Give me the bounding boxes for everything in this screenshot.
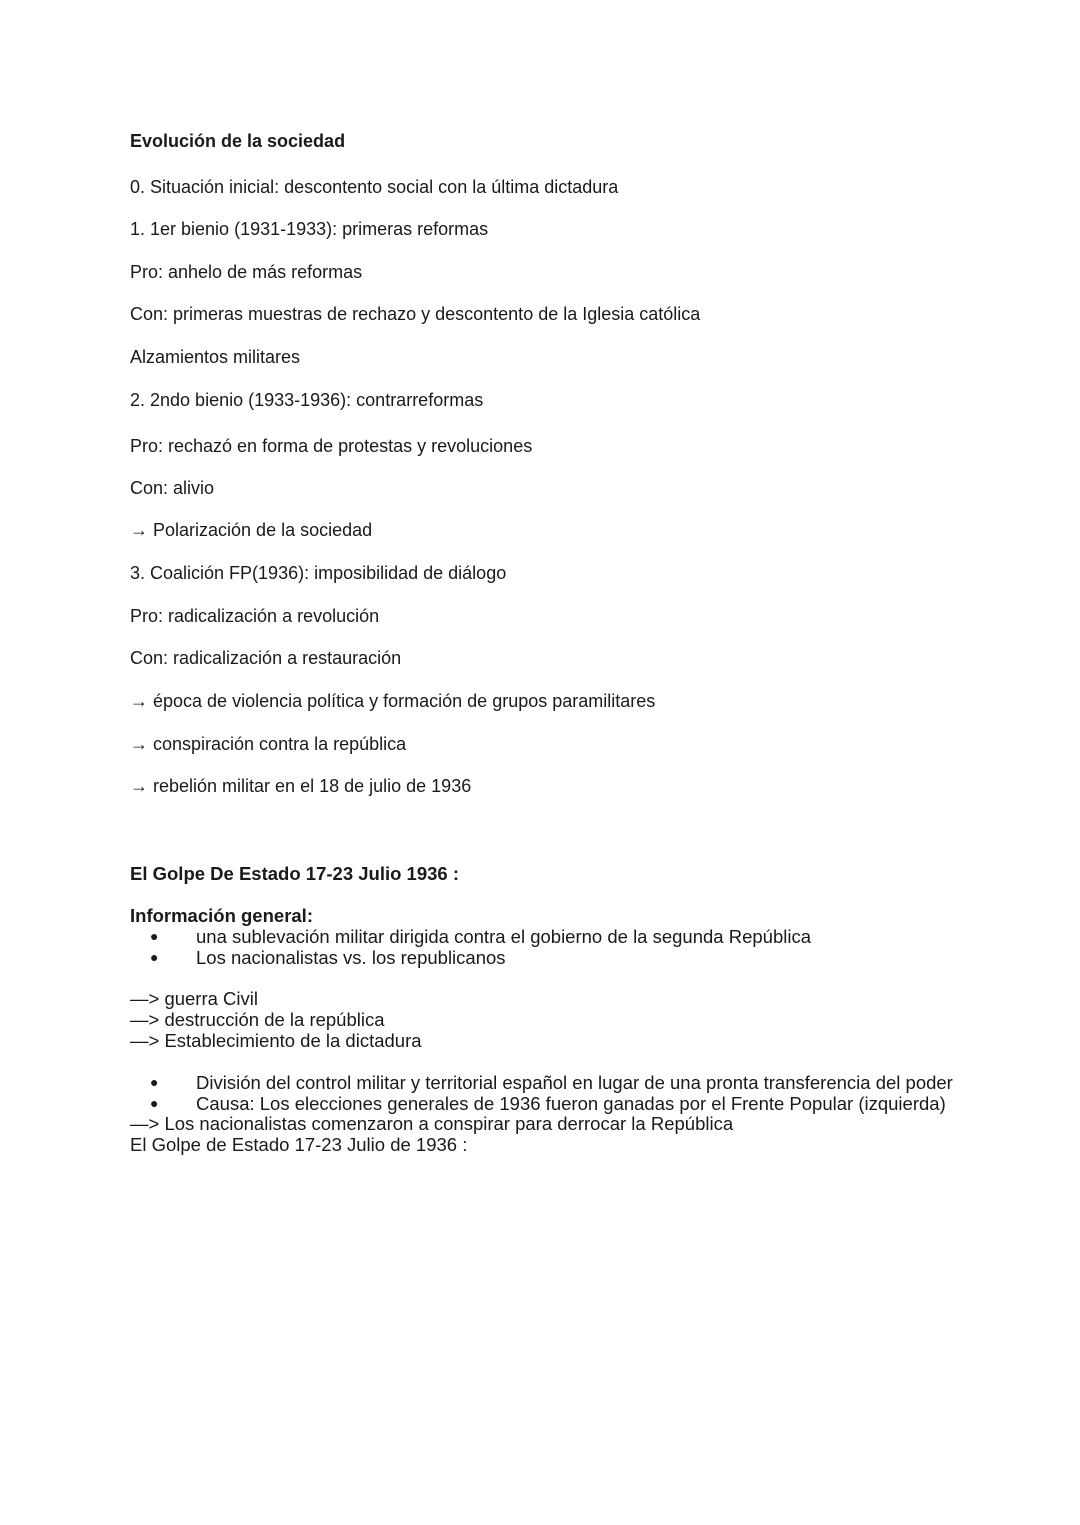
list-item: 1. 1er bienio (1931-1933): primeras reformas: [130, 219, 489, 239]
section-title-golpe: El Golpe De Estado 17-23 Julio 1936 :: [130, 863, 460, 884]
list-item: —> destrucción de la república: [130, 1009, 385, 1030]
bullet-icon: ●: [150, 949, 159, 965]
list-item: 3. Coalición FP(1936): imposibilidad de diálogo: [130, 563, 507, 583]
list-item: Con: alivio: [130, 478, 215, 498]
list-item: —> guerra Civil: [130, 988, 259, 1009]
list-item: —> Los nacionalistas comenzaron a conspirar para derrocar la República: [130, 1113, 734, 1134]
list-item: —> Establecimiento de la dictadura: [130, 1030, 422, 1051]
list-item: Los nacionalistas vs. los republicanos: [196, 947, 506, 968]
closing-line: El Golpe de Estado 17-23 Julio de 1936 :: [130, 1134, 468, 1155]
bullet-icon: ●: [150, 1095, 159, 1111]
list-item: 0. Situación inicial: descontento social con la última dictadura: [130, 177, 619, 197]
list-item: Pro: anhelo de más reformas: [130, 262, 363, 282]
list-item: → conspiración contra la república: [130, 734, 407, 754]
section-title-evolucion: Evolución de la sociedad: [130, 131, 346, 151]
bullet-icon: ●: [150, 1074, 159, 1090]
list-item: Alzamientos militares: [130, 347, 301, 367]
list-item: Pro: radicalización a revolución: [130, 606, 380, 626]
list-item: Con: primeras muestras de rechazo y descontento de la Iglesia católica: [130, 304, 701, 324]
list-item: Con: radicalización a restauración: [130, 648, 402, 668]
list-item: → época de violencia política y formación de grupos paramilitares: [130, 691, 656, 711]
list-item: Causa: Los elecciones generales de 1936 fueron ganadas por el Frente Popular (izquierda): [196, 1093, 946, 1114]
list-item: División del control militar y territorial español en lugar de una pronta transferencia del poder: [196, 1072, 953, 1093]
info-heading: Información general:: [130, 905, 313, 926]
list-item: 2. 2ndo bienio (1933-1936): contrarreformas: [130, 390, 484, 410]
list-item: una sublevación militar dirigida contra el gobierno de la segunda República: [196, 926, 811, 947]
bullet-icon: ●: [150, 928, 159, 944]
list-item: Pro: rechazó en forma de protestas y revoluciones: [130, 436, 533, 456]
list-item: → rebelión militar en el 18 de julio de 1936: [130, 776, 472, 796]
list-item: → Polarización de la sociedad: [130, 520, 373, 540]
